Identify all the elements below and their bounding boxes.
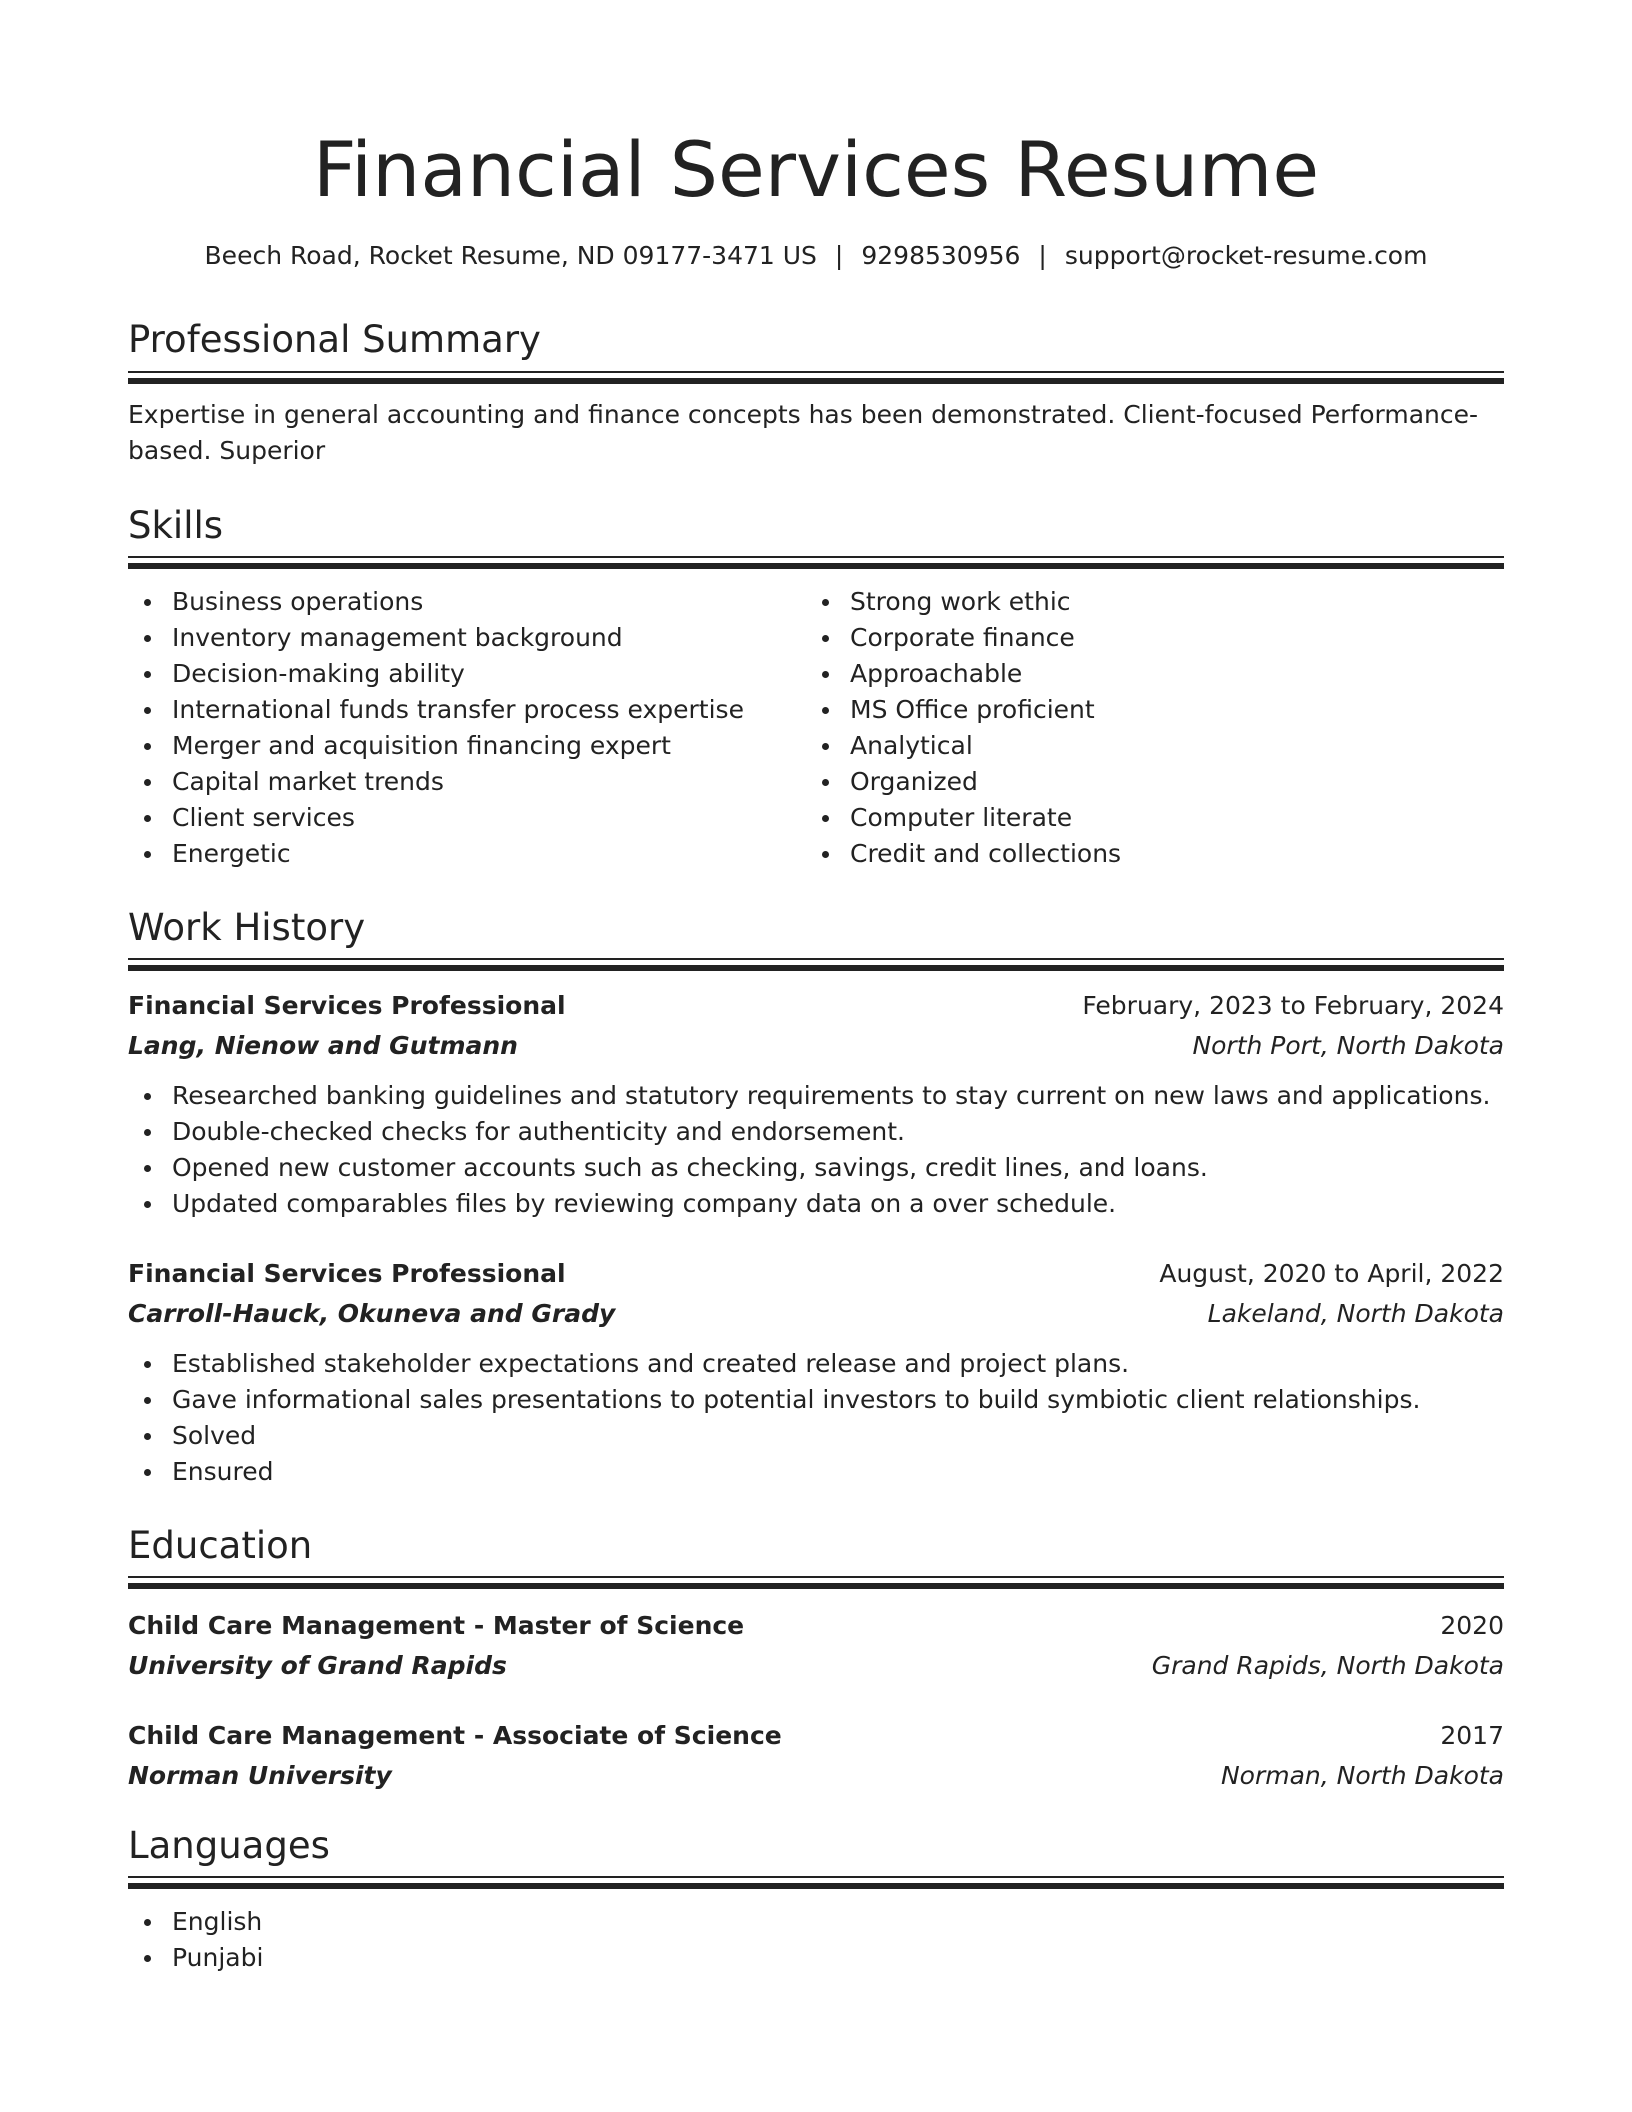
skill-item: Inventory management background <box>128 620 806 656</box>
section-rule <box>128 1876 1504 1890</box>
education-school: University of Grand Rapids <box>128 1651 507 1680</box>
skill-item: Strong work ethic <box>806 584 1484 620</box>
job-company: Lang, Nienow and Gutmann <box>128 1031 518 1060</box>
job-entry <box>128 1254 1504 1490</box>
education-degree: Child Care Management - Associate of Science <box>128 1721 782 1750</box>
job-title: Financial Services Professional <box>128 1259 566 1288</box>
section-heading-skills: Skills <box>128 504 224 547</box>
education-year: 2017 <box>1440 1721 1504 1750</box>
contact-email: support@rocket-resume.com <box>1064 241 1428 270</box>
section-rule <box>128 371 1504 385</box>
education-year: 2020 <box>1440 1611 1504 1640</box>
job-dates: August, 2020 to April, 2022 <box>1159 1259 1504 1288</box>
skill-item: MS Office proficient <box>806 692 1484 728</box>
job-bullet: Researched banking guidelines and statutory requirements to stay current on new laws and applications. <box>128 1078 1504 1114</box>
education-section <box>128 1522 1504 1796</box>
skill-item: Energetic <box>128 836 806 872</box>
job-bullet: Gave informational sales presentations to potential investors to build symbiotic client relationships. <box>128 1382 1504 1418</box>
skill-item: Decision-making ability <box>128 656 806 692</box>
summary-section <box>128 316 1504 469</box>
skill-item: Approachable <box>806 656 1484 692</box>
job-bullet: Ensured <box>128 1454 1504 1490</box>
education-location: Norman, North Dakota <box>1220 1761 1504 1790</box>
job-bullet: Solved <box>128 1418 1504 1454</box>
education-entry <box>128 1606 1504 1686</box>
education-school: Norman University <box>128 1761 392 1790</box>
skill-item: Analytical <box>806 728 1484 764</box>
job-dates: February, 2023 to February, 2024 <box>1082 991 1504 1020</box>
page-title: Financial Services Resume <box>312 125 1320 214</box>
job-title: Financial Services Professional <box>128 991 566 1020</box>
skill-item: International funds transfer process expertise <box>128 692 806 728</box>
work-history-section <box>128 904 1504 1490</box>
job-company: Carroll-Hauck, Okuneva and Grady <box>128 1299 616 1328</box>
skill-item: Merger and acquisition financing expert <box>128 728 806 764</box>
languages-list <box>128 1904 1504 1976</box>
skill-item: Corporate finance <box>806 620 1484 656</box>
job-bullets <box>128 1078 1504 1222</box>
education-location: Grand Rapids, North Dakota <box>1151 1651 1504 1680</box>
education-degree: Child Care Management - Master of Science <box>128 1611 745 1640</box>
contact-address: Beech Road, Rocket Resume, ND 09177-3471 US <box>204 241 817 270</box>
section-heading-languages: Languages <box>128 1824 330 1867</box>
skill-item: Client services <box>128 800 806 836</box>
skills-section <box>128 502 1504 872</box>
contact-separator: | <box>1038 241 1047 270</box>
section-heading-work: Work History <box>128 906 366 949</box>
contact-separator: | <box>834 241 844 270</box>
contact-line <box>128 238 1504 274</box>
skills-columns <box>128 584 1504 872</box>
skill-item: Organized <box>806 764 1484 800</box>
job-bullet: Established stakeholder expectations and created release and project plans. <box>128 1346 1504 1382</box>
job-bullet: Opened new customer accounts such as checking, savings, credit lines, and loans. <box>128 1150 1504 1186</box>
contact-phone: 9298530956 <box>861 241 1021 270</box>
job-bullet: Updated comparables files by reviewing company data on a over schedule. <box>128 1186 1504 1222</box>
skills-column-left <box>128 584 806 872</box>
language-item: English <box>128 1904 1504 1940</box>
summary-text: Expertise in general accounting and finance concepts has been demonstrated. Client-focused Performance-based. Superior <box>128 400 1479 465</box>
skill-item: Capital market trends <box>128 764 806 800</box>
skill-item: Business operations <box>128 584 806 620</box>
section-heading-education: Education <box>128 1524 313 1567</box>
section-rule <box>128 1576 1504 1590</box>
section-rule <box>128 556 1504 570</box>
job-bullets <box>128 1346 1504 1490</box>
job-location: North Port, North Dakota <box>1192 1031 1504 1060</box>
skill-item: Computer literate <box>806 800 1484 836</box>
skills-column-right <box>806 584 1484 872</box>
languages-section <box>128 1822 1504 1976</box>
job-bullet: Double-checked checks for authenticity and endorsement. <box>128 1114 1504 1150</box>
section-heading-summary: Professional Summary <box>128 318 541 361</box>
education-entry <box>128 1716 1504 1796</box>
job-location: Lakeland, North Dakota <box>1207 1299 1504 1328</box>
section-rule <box>128 958 1504 972</box>
skill-item: Credit and collections <box>806 836 1484 872</box>
language-item: Punjabi <box>128 1940 1504 1976</box>
job-entry <box>128 986 1504 1222</box>
